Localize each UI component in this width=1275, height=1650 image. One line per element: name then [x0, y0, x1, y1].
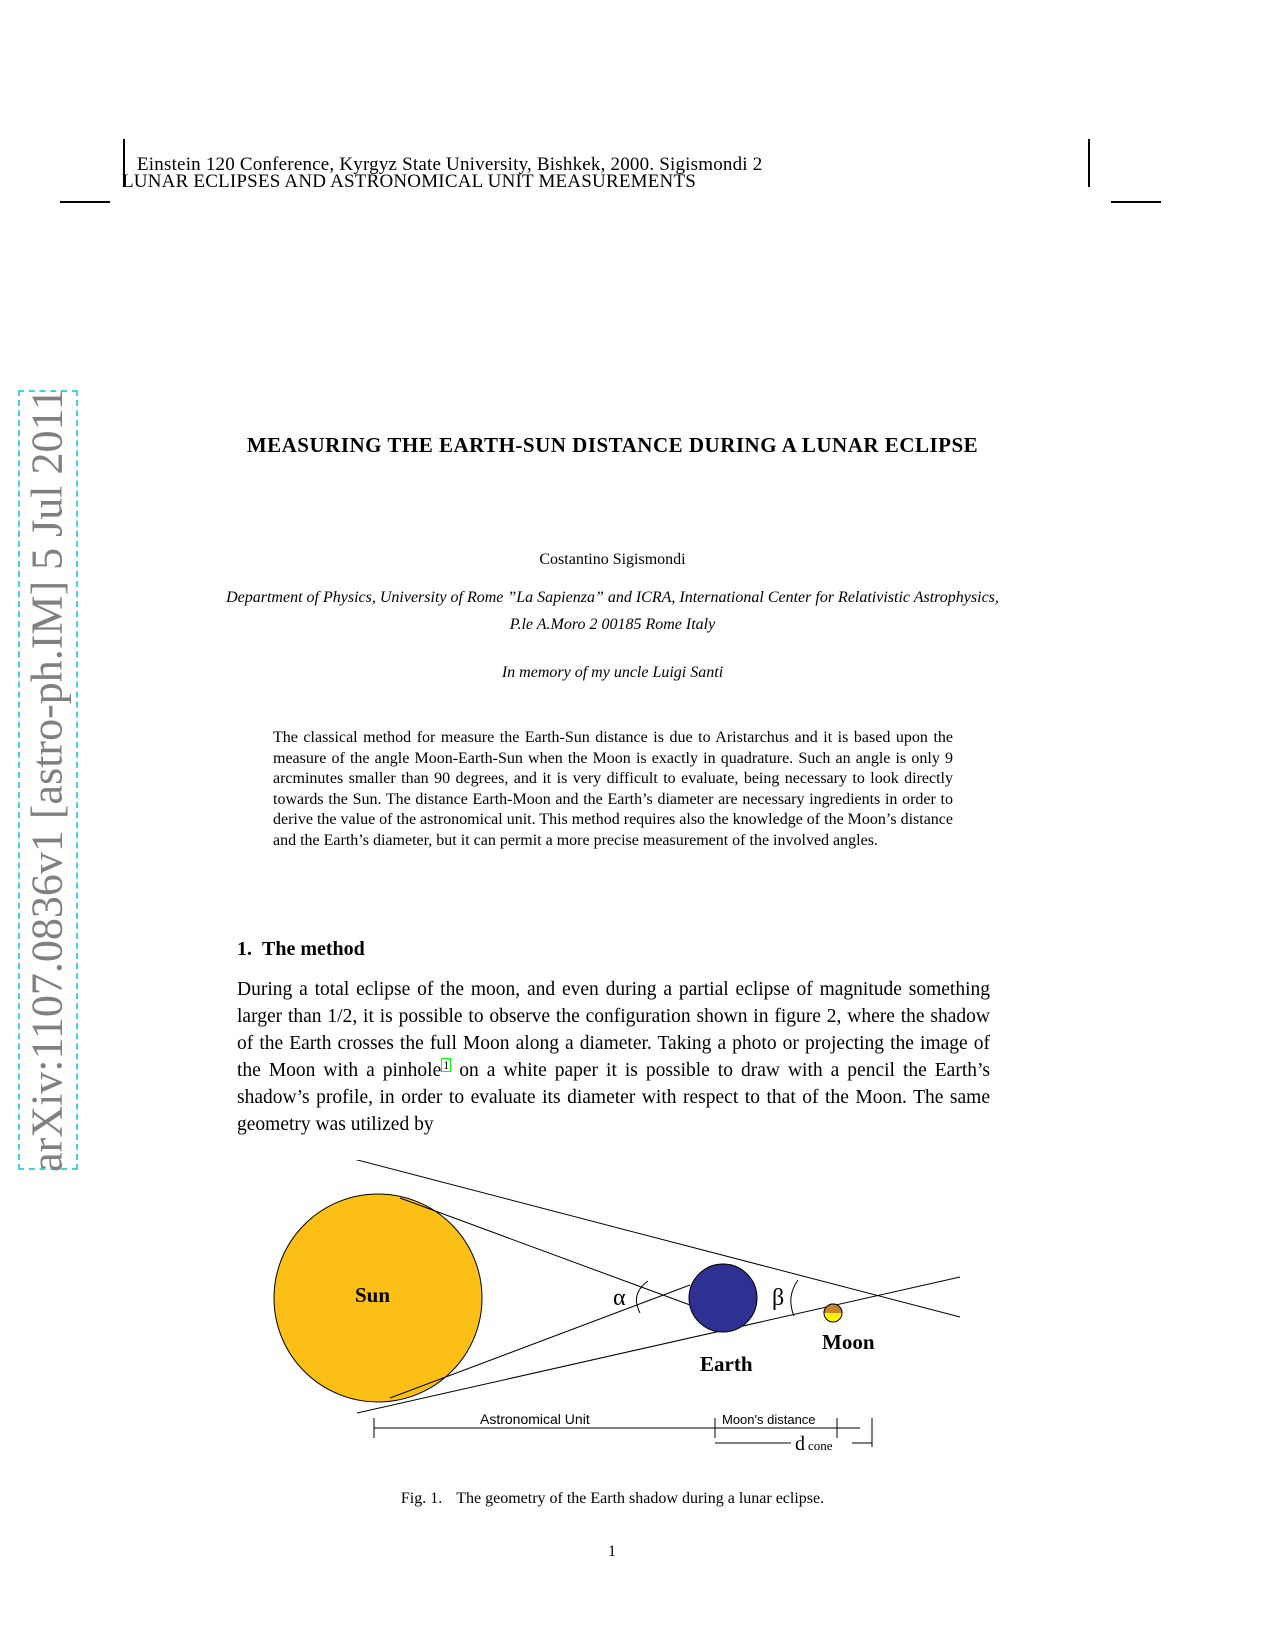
body-text-part1: During a total eclipse of the moon, and even during a partial eclipse of magnitude something larger than 1/2, it is possible to observe the configuration shown in figure 2, where the shadow of the Earth crosses the full Moon along a diameter. Taking a photo or projecting the image of the Moon with a pinhole	[237, 979, 990, 1081]
astronomical-unit-label: Astronomical Unit	[480, 1411, 590, 1427]
section-number: 1.	[237, 938, 252, 960]
body-text-part2: on a white paper it is possible to draw with a pencil the Earth’s shadow’s profile, in order to evaluate its diameter with respect to that of the Moon. The same geometry was utilized by	[237, 1060, 991, 1135]
footnote-link[interactable]: 1	[443, 1057, 450, 1072]
beta-arc	[791, 1280, 798, 1316]
crop-mark-right-vertical	[1088, 139, 1090, 187]
figure-caption-label: Fig. 1.	[400, 1490, 443, 1507]
crop-mark-left-horizontal	[60, 201, 110, 203]
abstract: The classical method for measure the Earth-Sun distance is due to Aristarchus and it is based upon the measure of the angle Moon-Earth-Sun when the Moon is exactly in quadrature. Such an angle is only 9 arcminutes smaller than 90 degrees, and it is very difficult to evaluate, being necessary to look directly towards the Sun. The distance Earth-Moon and the Earth’s diameter are necessary ingredients in order to derive the value of the astronomical unit. This method requires also the knowledge of the Moon’s distance and the Earth’s diameter, but it can permit a more precise measurement of the involved angles.	[273, 729, 953, 849]
body-paragraph	[237, 976, 990, 1138]
author-name: Costantino Sigismondi	[539, 551, 686, 568]
sun-label: Sun	[355, 1283, 391, 1307]
moons-distance-label: Moon's distance	[722, 1412, 816, 1427]
earth-disk	[689, 1264, 757, 1332]
alpha-label: α	[613, 1285, 626, 1311]
page-number: 1	[608, 1543, 616, 1560]
running-header: Einstein 120 Conference, Kyrgyz State University, Bishkek, 2000. Sigismondi 2	[137, 154, 763, 175]
earth-label: Earth	[700, 1352, 753, 1376]
eclipse-geometry-figure	[260, 1160, 980, 1470]
running-header-title: LUNAR ECLIPSES AND ASTRONOMICAL UNIT MEASUREMENTS	[122, 171, 697, 192]
arxiv-identifier[interactable]: arXiv:1107.0836v1 [astro-ph.IM] 5 Jul 2011	[22, 388, 72, 1172]
section-title: The method	[262, 938, 365, 960]
paper-title: MEASURING THE EARTH-SUN DISTANCE DURING A LUNAR ECLIPSE	[246, 433, 979, 457]
beta-label: β	[772, 1285, 785, 1311]
moon-label: Moon	[822, 1330, 875, 1354]
figure-caption-text: The geometry of the Earth shadow during a lunar eclipse.	[456, 1490, 825, 1507]
d-label: dcone	[795, 1433, 833, 1455]
author-affiliation: Department of Physics, University of Rome ”La Sapienza” and ICRA, International Center for Relativistic Astrophysics, P.le A.Moro 2 00185 Rome Italy	[226, 589, 999, 633]
crop-mark-right-horizontal	[1111, 201, 1161, 203]
section-heading	[237, 938, 365, 961]
dedication: In memory of my uncle Luigi Santi	[501, 664, 724, 681]
figure-caption	[240, 1490, 985, 1508]
